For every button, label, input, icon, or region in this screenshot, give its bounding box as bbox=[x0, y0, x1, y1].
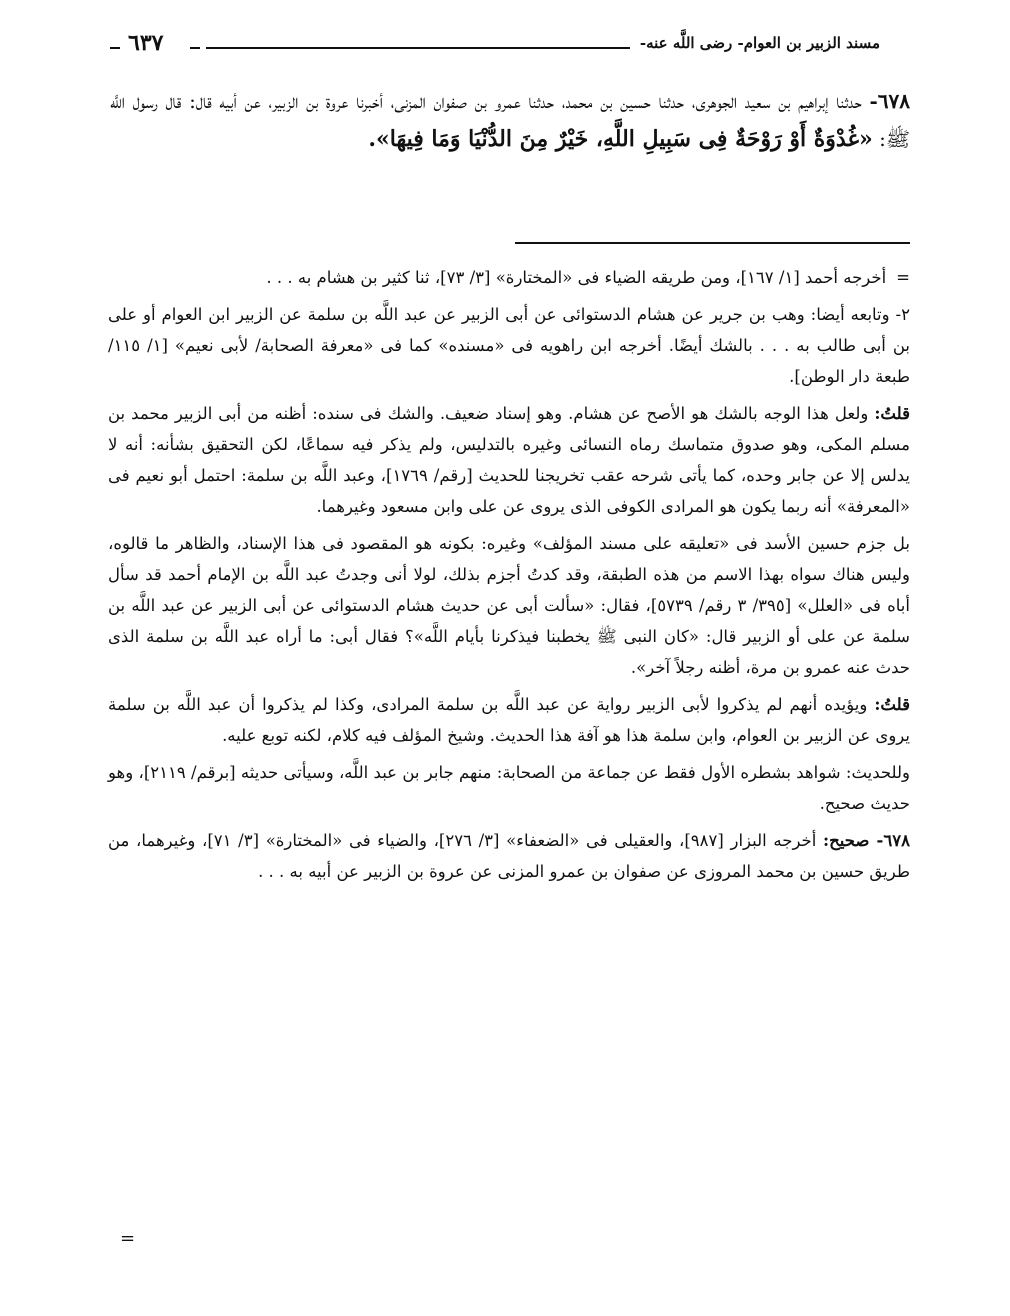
footnote-lead-5: قلتُ: bbox=[874, 695, 910, 714]
footnote-text-5: ويؤيده أنهم لم يذكروا لأبى الزبير رواية عن عبد اللَّه بن سلمة المرادى، وكذا لم يذكروا أن عبد اللَّه بن سلمة يروى عن الزبير بن العوام، وابن سلمة هذا هو آفة هذا الحديث. وشيخ المؤلف فيه كلام، لكنه توبع عليه. bbox=[108, 695, 910, 745]
footnote-text-3: ولعل هذا الوجه بالشك هو الأصح عن هشام. وهو إسناد ضعيف. والشك فى سنده: أظنه من أبى الزبير محمد بن مسلم المكى، وهو صدوق متماسك رماه النسائى وغيره بالتدليس، ولم يذكر فيه سماعًا، لكن التحقيق بشأنه: أنه لا يدلس إلا عن جابر وحده، كما يأتى شرحه عقب تخريجنا للحديث [رقم/ ١٧٦٩]، وعبد اللَّه بن سلمة: احتمل أبو نعيم فى «المعرفة» أنه ربما يكون هو المرادى الكوفى الذى يروى عن على وابن مسعود وغيرهما. bbox=[108, 404, 910, 516]
footnote-text-1: أخرجه أحمد [١/ ١٦٧]، ومن طريقه الضياء فى «المختارة» [٣/ ٧٣]، ثنا كثير بن هشام به . . . bbox=[266, 268, 887, 287]
hadith-quote: «غُدْوَةٌ أَوْ رَوْحَةٌ فِى سَبِيلِ اللَّهِ، خَيْرٌ مِنَ الدُّنْيَا وَمَا فِيهَا». bbox=[368, 126, 873, 152]
footnote-para-3 bbox=[108, 398, 910, 522]
footnote-para-5 bbox=[108, 689, 910, 751]
footnote-para-4: بل جزم حسين الأسد فى «تعليقه على مسند المؤلف» وغيره: بكونه هو المقصود فى هذا الإسناد، والظاهر ما قالوه، وليس هناك سواه بهذا الاسم من هذه الطبقة، وقد كدتُ أجزم بذلك، لولا أنى وجدتُ عبد اللَّه بن الإمام أحمد قد سأل أباه فى «العلل» [٣٩٥/ ٣ رقم/ ٥٧٣٩]، فقال: «سألت أبى عن حديث هشام الدستوائى عن أبى الزبير عن عبد اللَّه بن سلمة عن على أو الزبير قال: «كان النبى ﷺ يخطبنا فيذكرنا بأيام اللَّه»؟ فقال أبى: ما أراه عبد اللَّه بن سلمة الذى حدث عنه عمرو بن مرة، أظنه رجلاً آخر». bbox=[108, 534, 910, 677]
footnote-lead-7: ٦٧٨- صحيح: bbox=[823, 831, 910, 850]
footnote-separator bbox=[515, 242, 910, 244]
continuation-marker-start: = bbox=[896, 268, 910, 287]
hadith-number: ٦٧٨- bbox=[869, 89, 911, 113]
footnote-para-7 bbox=[108, 825, 910, 887]
footnotes bbox=[108, 262, 910, 893]
header-rule bbox=[206, 47, 630, 49]
footnote-para-1 bbox=[108, 262, 910, 293]
footnote-para-2: ٢- وتابعه أيضا: وهب بن جرير عن هشام الدستوائى عن أبى الزبير عن عبد اللَّه بن سلمة عن الزبير ابن العوام أو على بن أبى طالب به . . . بالشك أيضًا. أخرجه ابن راهويه فى «مسنده» كما فى «معرفة الصحابة/ لأبى نعيم» [١/ ١١٥/ طبعة دار الوطن]. bbox=[108, 305, 910, 386]
header-dash-right bbox=[190, 47, 200, 49]
continuation-marker-end: = bbox=[120, 1228, 136, 1249]
footnote-lead-3: قلتُ: bbox=[874, 404, 910, 423]
running-header bbox=[110, 30, 880, 62]
hadith-isnad: حدثنا إبراهيم بن سعيد الجوهرى، حدثنا حسين بن محمد، حدثنا عمرو بن صفوان المزنى، أخبرنا عروة بن الزبير، عن أبيه قال: قال رسول اللَّه ﷺ: bbox=[110, 89, 910, 151]
page-number: ٦٣٧ bbox=[128, 30, 164, 56]
hadith-text bbox=[110, 82, 910, 158]
footnote-para-6: وللحديث: شواهد بشطره الأول فقط عن جماعة من الصحابة: منهم جابر بن عبد اللَّه، وسيأتى حديثه [برقم/ ٢١١٩]، وهو حديث صحيح. bbox=[108, 763, 911, 813]
footnote-text-7: أخرجه البزار [٩٨٧]، والعقيلى فى «الضعفاء» [٣/ ٢٧٦]، والضياء فى «المختارة» [٣/ ٧١]، وغيرهما، من طريق حسين بن محمد المروزى عن صفوان بن عمرو المزنى عن عروة بن الزبير عن أبيه به . . . bbox=[108, 831, 910, 881]
header-title: مسند الزبير بن العوام- رضى اللَّه عنه- bbox=[639, 34, 880, 52]
header-dash-left bbox=[110, 47, 120, 49]
